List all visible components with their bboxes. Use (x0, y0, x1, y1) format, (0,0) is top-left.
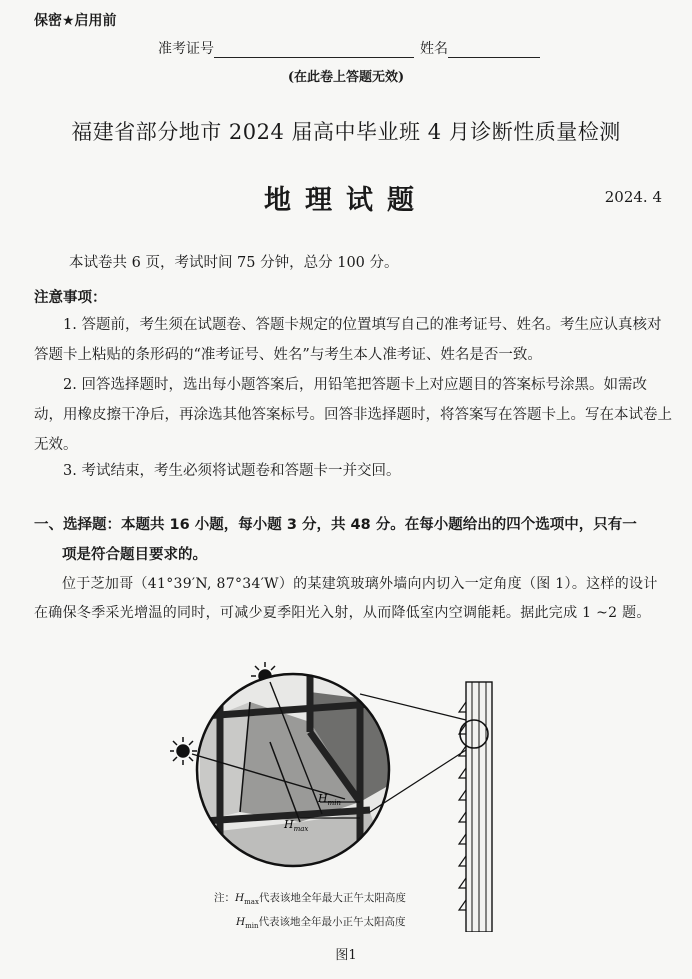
figure-note-line1: 注：$H_{max}$代表该地全年最大正午太阳高度 (214, 892, 406, 907)
question-intro: 位于芝加哥（41°39′N, 87°34′W）的某建筑玻璃外墙向内切入一定角度（图 1）。这样的设计在确保冬季采光增温的同时，可减少夏季阳光入射，从而降低室内空调能耗。据此完成 1 ~2 题。 (34, 576, 658, 621)
name-blank (448, 41, 540, 58)
secret-label: 保密★启用前 (34, 13, 117, 29)
notice-item-3: 3. 考试结束，考生必须将试题卷和答题卡一并交回。 (63, 463, 401, 479)
exam-id-blank (214, 41, 414, 58)
figure-note (214, 888, 406, 936)
name-label: 姓名 (420, 41, 448, 57)
notice-item-2: 2. 回答选择题时，选出每小题答案后，用铅笔把答题卡上对应题目的答案标号涂黑。如需改动，用橡皮擦干净后，再涂选其他答案标号。回答非选择题时，将答案写在答题卡上。写在本试卷上无效。 (34, 377, 672, 453)
exam-summary: 本试卷共 6 页，考试时间 75 分钟，总分 100 分。 (69, 255, 399, 271)
section-heading-line2: 项是符合题目要求的。 (62, 547, 207, 563)
notice-heading: 注意事项： (34, 290, 107, 306)
figure-note-line2: $H_{min}$代表该地全年最小正午太阳高度 (236, 916, 406, 931)
invalid-note: (在此卷上答题无效) (287, 70, 405, 85)
subject-title: 地理试题 (264, 185, 428, 216)
magnified-facade (190, 662, 400, 882)
hmax-label: $H_{max}$ (284, 818, 309, 833)
exam-id-name-line (158, 38, 540, 58)
section-heading (34, 510, 674, 570)
section-heading-line1: 一、选择题：本题共 16 小题，每小题 3 分，共 48 分。在每小题给出的四个选项中，只有一 (34, 517, 637, 533)
exam-id-label: 准考证号 (158, 41, 214, 57)
exam-date: 2024. 4 (604, 188, 662, 206)
hmin-label: $H_{min}$ (318, 792, 341, 807)
exam-title: 福建省部分地市 2024 届高中毕业班 4 月诊断性质量检测 (71, 120, 621, 144)
figure-caption: 图1 (335, 948, 357, 963)
sun-icon-left (170, 737, 197, 765)
notice-item-1: 1. 答题前，考生须在试题卷、答题卡规定的位置填写自己的准考证号、姓名。考生应认真核对答题卡上粘贴的条形码的“准考证号、姓名”与考生本人准考证、姓名是否一致。 (34, 317, 662, 363)
